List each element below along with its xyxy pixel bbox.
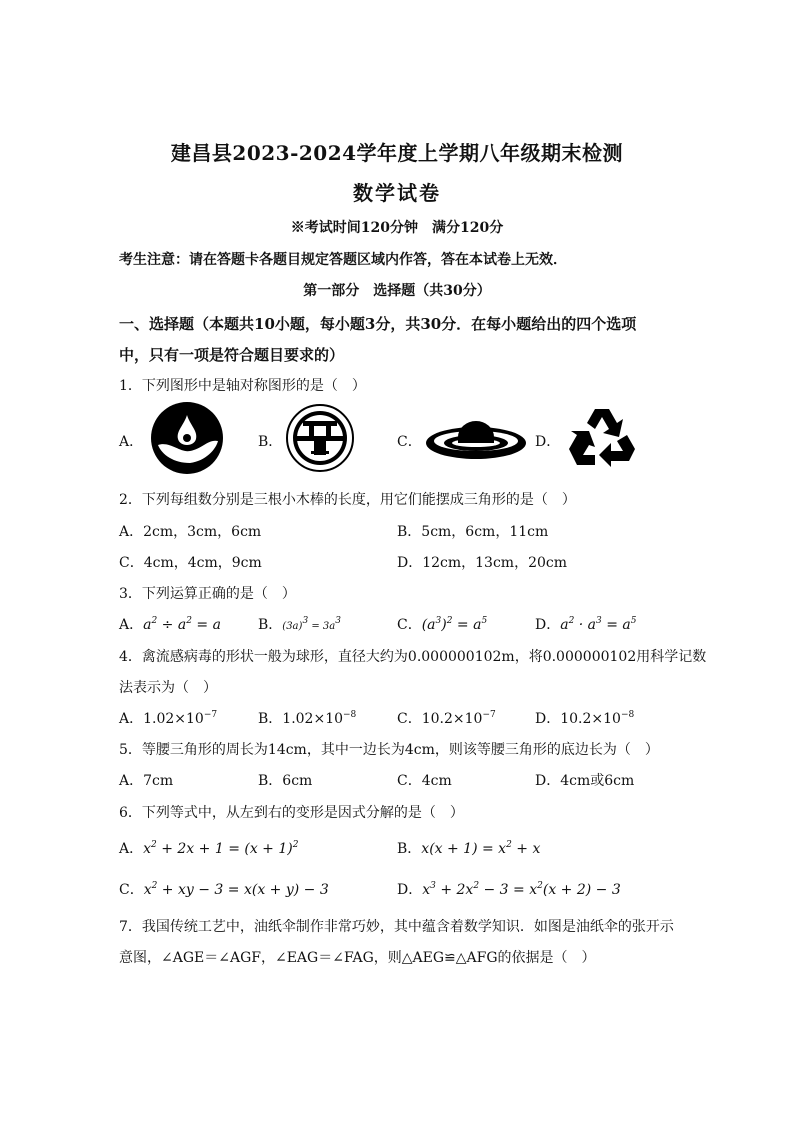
exam-notice: 考生注意：请在答题卡各题目规定答题区域内作答，答在本试卷上无效．	[119, 252, 567, 268]
exam-info: ※考试时间120分钟 满分120分	[290, 220, 504, 236]
q3-option-b-label: B．	[258, 617, 283, 633]
q1-stem: 1．下列图形中是轴对称图形的是（ ）	[119, 378, 366, 394]
q1-option-a-label: A．	[119, 434, 144, 450]
q2-stem: 2．下列每组数分别是三根小木棒的长度，用它们能摆成三角形的是（ ）	[119, 492, 576, 508]
recycle-icon	[565, 405, 637, 475]
q3-option-d-formula: $a^2 \cdot a^3 = a^5$	[560, 616, 637, 633]
q7-stem-line2: 意图，∠AGE＝∠AGF，∠EAG＝∠FAG，则△AEG≌△AFG的依据是（ ）	[119, 950, 596, 966]
q3-option-c	[397, 614, 487, 634]
q6-option-b-formula: $x(x + 1) = x^2 + x$	[421, 840, 541, 857]
q3-option-a-formula: $a^2 \div a^2 = a$	[143, 616, 221, 633]
q2-option-b: B．5cm，6cm，11cm	[397, 524, 549, 540]
q2-option-a: A．2cm，3cm，6cm	[119, 524, 262, 540]
q6-option-b: B．$x(x + 1) = x^2 + x$	[397, 840, 541, 857]
part-title: 第一部分 选择题（共30分）	[303, 283, 491, 299]
q4-option-b: B．$1.02\times 10^{-8}$	[258, 710, 357, 727]
q4-stem-line2: 法表示为（ ）	[119, 680, 217, 696]
q4-option-a: A．$1.02\times 10^{-7}$	[119, 710, 218, 727]
q3-option-c-label: C．	[397, 617, 422, 633]
q3-option-a-label: A．	[119, 617, 144, 633]
q2-option-c: C．4cm，4cm，9cm	[119, 555, 262, 571]
exam-subtitle: 数学试卷	[353, 181, 441, 205]
q3-option-c-formula: $(a^3)^2 = a^5$	[421, 616, 488, 633]
q3-option-b	[258, 614, 341, 634]
q4-option-c: C．$10.2\times 10^{-7}$	[397, 710, 496, 727]
circle-emblem-logo-icon	[285, 401, 355, 475]
q3-option-b-formula: $(3a)^3 = 3a^3$	[282, 616, 341, 632]
q3-option-d	[535, 614, 636, 634]
q3-option-d-label: D．	[535, 617, 561, 633]
q5-stem: 5．等腰三角形的周长为14cm，其中一边长为4cm，则该等腰三角形的底边长为（ ）	[119, 742, 659, 758]
q6-option-d: D．$x^3 + 2x^2 - 3 = x^2(x + 2) - 3$	[397, 881, 621, 898]
q1-option-b-label: B．	[258, 434, 283, 450]
q5-option-c: C．4cm	[397, 773, 452, 789]
q6-option-a: A．$x^2 + 2x + 1 = (x + 1)^2$	[119, 840, 299, 857]
q6-option-c-formula: $x^2$ + xy − 3 = x(x + y) − 3	[143, 881, 329, 898]
q6-option-a-formula: $x^2 + 2x + 1 = (x + 1)^2$	[143, 840, 299, 857]
water-drop-logo-icon	[150, 401, 224, 475]
section-instructions-line2: 中，只有一项是符合题目要求的）	[119, 346, 345, 364]
exam-title: 建昌县2023-2024学年度上学期八年级期末检测	[170, 141, 624, 165]
q2-option-d: D．12cm，13cm，20cm	[397, 555, 568, 571]
q6-option-c: C．$x^2$ + xy − 3 = x(x + y) − 3	[119, 881, 329, 898]
q5-option-b: B．6cm	[258, 773, 313, 789]
section-instructions-line1: 一、选择题（本题共10小题，每小题3分，共30分．在每小题给出的四个选项	[119, 315, 637, 333]
q4-stem-line1: 4．禽流感病毒的形状一般为球形，直径大约为0.000000102m，将0.000000102用科学记数	[119, 649, 707, 665]
q1-option-c-label: C．	[397, 434, 422, 450]
q7-stem-line1: 7．我国传统工艺中，油纸伞制作非常巧妙，其中蕴含着数学知识．如图是油纸伞的张开示	[119, 919, 674, 935]
q1-option-d-label: D．	[535, 434, 561, 450]
q3-stem: 3．下列运算正确的是（ ）	[119, 586, 296, 602]
q6-option-d-formula: $x^3 + 2x^2 - 3 = x^2(x + 2) - 3$	[422, 881, 621, 898]
ringed-planet-logo-icon	[424, 413, 528, 463]
q5-option-d: D．4cm或6cm	[535, 773, 635, 789]
q6-stem: 6．下列等式中，从左到右的变形是因式分解的是（ ）	[119, 805, 464, 821]
q5-option-a: A．7cm	[119, 773, 174, 789]
q4-option-d: D．$10.2\times 10^{-8}$	[535, 710, 635, 727]
q3-option-a	[119, 614, 221, 634]
